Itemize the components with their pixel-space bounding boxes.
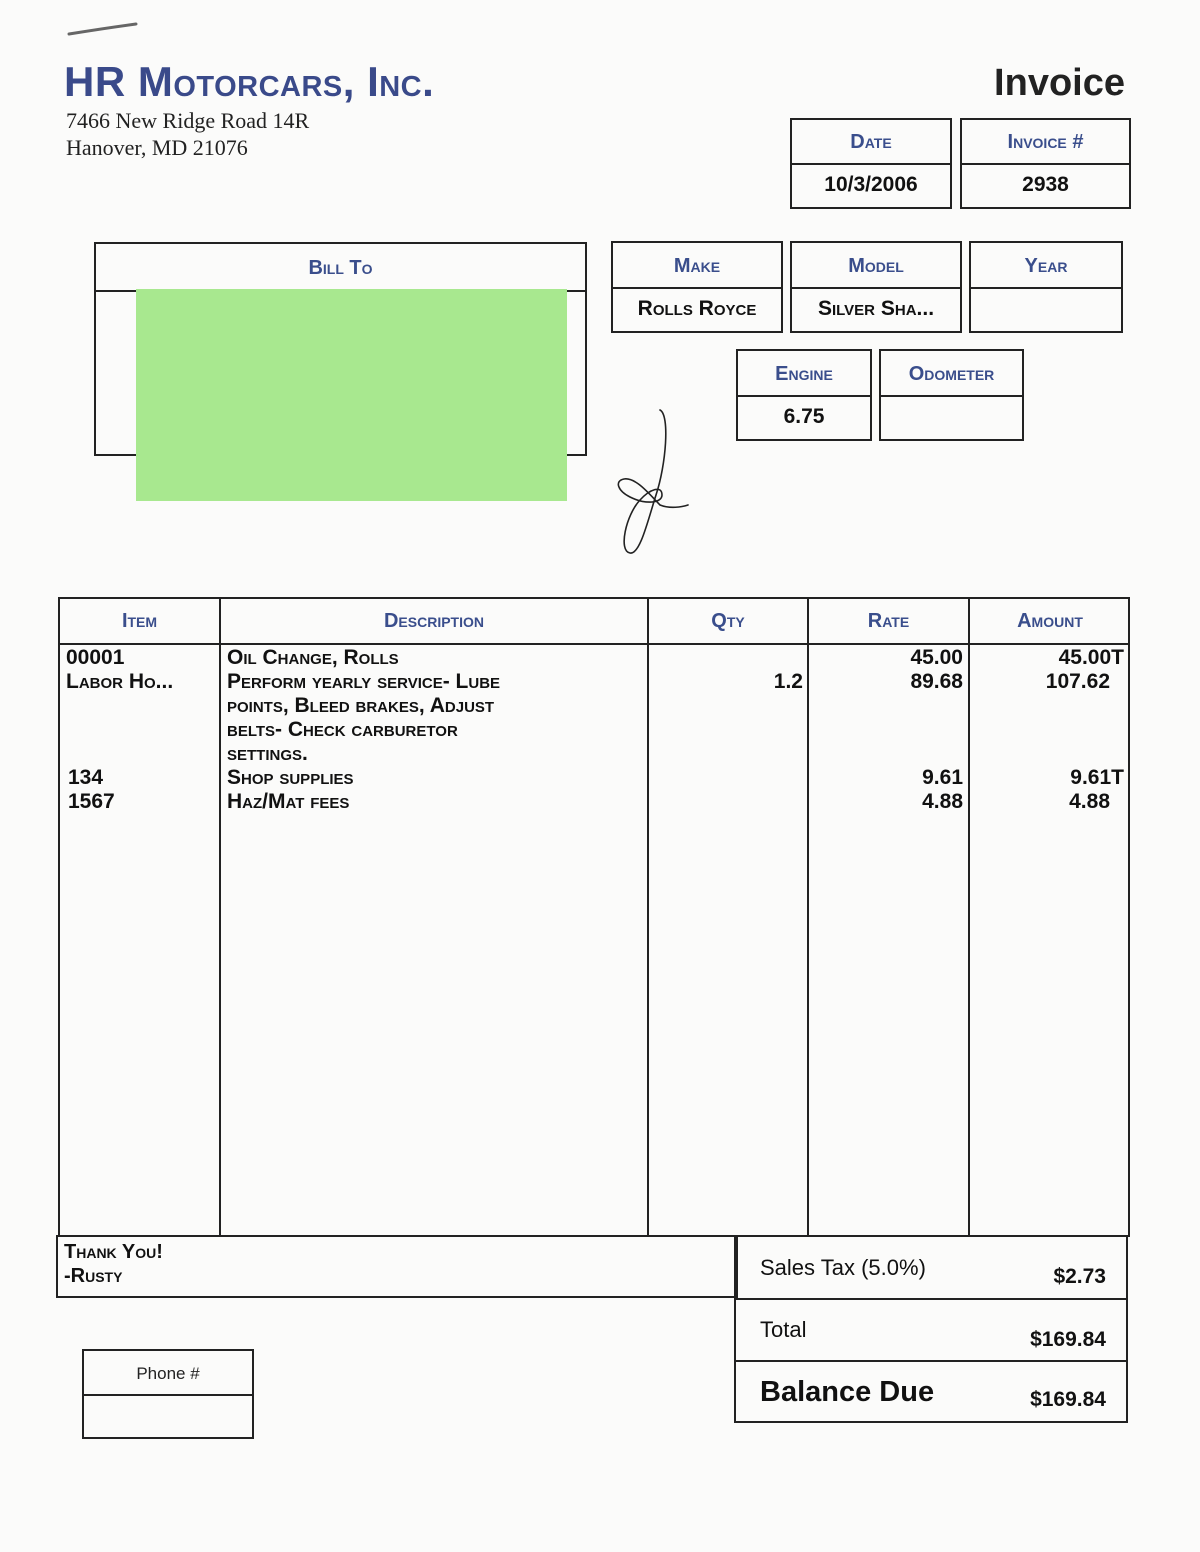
item-description: belts- Check carburetor (227, 718, 458, 741)
company-name: HR Motorcars, Inc. (64, 58, 435, 105)
balance-due-row (736, 1362, 1126, 1424)
year-label: Year (971, 243, 1121, 289)
invoice-number-label: Invoice # (962, 120, 1129, 165)
phone-label: Phone # (84, 1351, 252, 1396)
date-value: 10/3/2006 (824, 173, 918, 196)
sales-tax-label: Sales Tax (5.0%) (760, 1255, 926, 1280)
handwritten-signature (610, 405, 700, 565)
column-divider (807, 599, 809, 1235)
item-rate: 89.68 (910, 670, 963, 693)
column-header-item: Item (121, 610, 158, 632)
sales-tax-row (736, 1237, 1126, 1299)
total-value: $169.84 (1030, 1328, 1106, 1351)
total-label: Total (760, 1317, 807, 1342)
model-value: Silver Sha... (817, 297, 935, 320)
make-label: Make (613, 243, 781, 289)
year-box (969, 241, 1123, 333)
column-header-description: Description (383, 610, 484, 632)
item-description: Oil Change, Rolls (227, 646, 399, 669)
invoice-number-box (960, 118, 1131, 209)
column-header-rate: Rate (867, 610, 910, 632)
item-code: Labor Ho... (66, 670, 174, 693)
item-description: Haz/Mat fees (227, 790, 350, 813)
engine-box (736, 349, 872, 441)
total-row (736, 1300, 1126, 1362)
make-value: Rolls Royce (637, 297, 757, 320)
item-code: 1567 (68, 790, 115, 813)
item-rate: 9.61 (922, 766, 963, 789)
invoice-number-value: 2938 (1022, 173, 1069, 196)
address-line1: 7466 New Ridge Road 14R (66, 108, 310, 133)
model-box (790, 241, 962, 333)
make-box (611, 241, 783, 333)
engine-label: Engine (738, 351, 870, 397)
item-rate: 4.88 (922, 790, 963, 813)
column-divider (647, 599, 649, 1235)
phone-value (84, 1394, 252, 1437)
column-header-amount: Amount (1017, 610, 1083, 632)
item-description: settings. (227, 742, 308, 765)
item-code: 00001 (66, 646, 125, 669)
engine-value: 6.75 (783, 405, 825, 428)
document-title: Invoice (994, 62, 1125, 104)
item-amount: 45.00T (1058, 646, 1124, 669)
odometer-value (881, 395, 1022, 439)
item-amount: 4.88 (1069, 790, 1110, 813)
items-table (58, 597, 1130, 1237)
thank-you-line: Thank You! (64, 1241, 163, 1263)
item-rate: 45.00 (910, 646, 963, 669)
address-line2: Hanover, MD 21076 (66, 135, 248, 160)
year-value (971, 287, 1121, 331)
date-box (790, 118, 952, 209)
signoff-line: -Rusty (64, 1265, 123, 1287)
item-description: Perform yearly service- Lube (227, 670, 501, 693)
item-description: points, Bleed brakes, Adjust (227, 694, 495, 717)
sales-tax-value: $2.73 (1053, 1265, 1106, 1288)
odometer-label: Odometer (881, 351, 1022, 397)
column-divider (968, 599, 970, 1235)
odometer-box (879, 349, 1024, 441)
item-amount: 107.62 (1045, 670, 1110, 693)
column-header-qty: Qty (711, 610, 745, 632)
model-label: Model (792, 243, 960, 289)
item-amount: 9.61T (1070, 766, 1124, 789)
column-divider (219, 599, 221, 1235)
bill-to-label: Bill To (96, 244, 585, 292)
date-label: Date (792, 120, 950, 165)
balance-due-label: Balance Due (760, 1376, 935, 1408)
item-code: 134 (68, 766, 104, 789)
thank-you-box (56, 1235, 738, 1298)
staple-mark (66, 18, 146, 42)
totals-box (734, 1235, 1128, 1423)
phone-box (82, 1349, 254, 1439)
item-description: Shop supplies (227, 766, 354, 789)
redacted-address-sticker (136, 289, 567, 501)
item-qty: 1.2 (773, 670, 803, 693)
balance-due-value: $169.84 (1030, 1388, 1106, 1411)
